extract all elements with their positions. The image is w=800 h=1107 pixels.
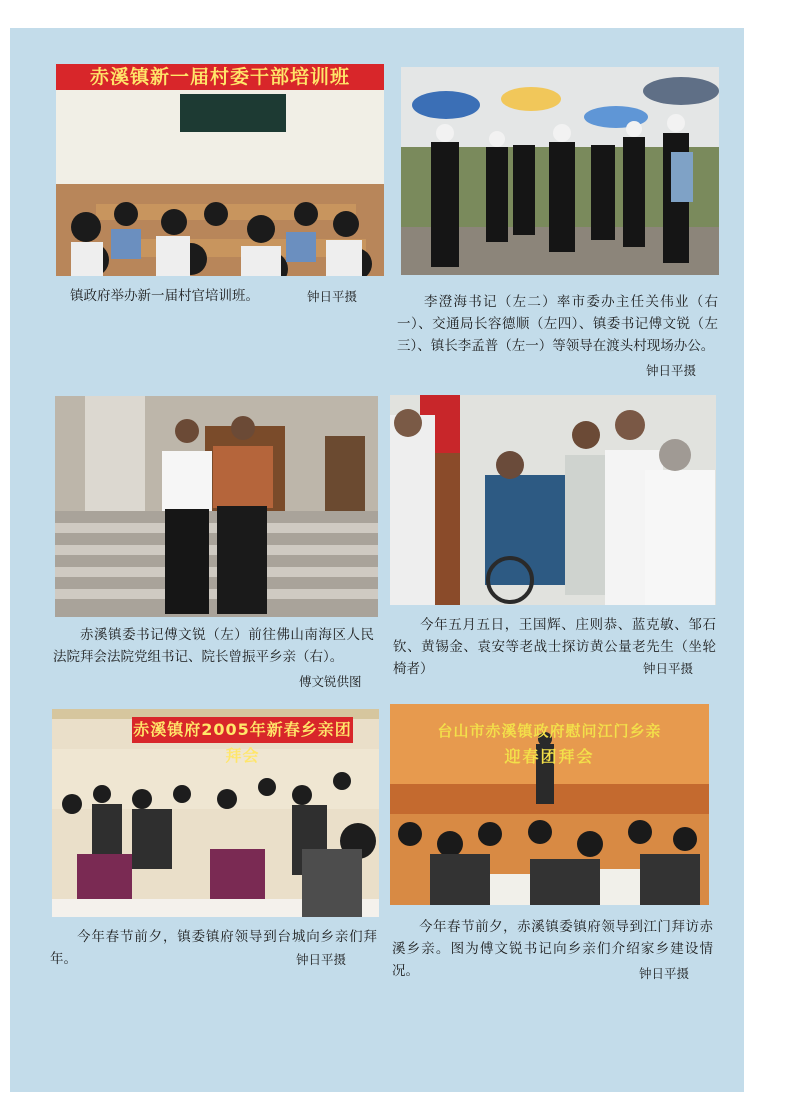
photo-training-class [56,64,384,276]
photo-caption: 赤溪镇委书记傅文锐（左）前往佛山南海区人民法院拜会法院党组书记、院长曾振平乡亲（右）。 [53,627,374,665]
photo-training-scene [56,64,384,276]
photo-credit: 钟日平摄 [639,966,690,981]
photo-credit: 钟日平摄 [307,289,358,304]
photo-caption: 今年五月五日，王国辉、庄则恭、蓝克敏、邹石钦、黄锡金、袁安等老战士探访黄公量老先生（坐轮椅者） [393,617,716,677]
photo-courthouse-visit [55,396,378,617]
photo-credit: 钟日平摄 [646,363,697,378]
photo-field-visit [401,67,719,275]
photo-elder-scene [390,395,716,605]
photo-jiangmen-gathering [390,704,709,905]
photo-banner-line1: 台山市赤溪镇政府慰问江门乡亲 [437,722,662,740]
photo-courthouse-scene [55,396,378,617]
photo-spring-gathering-taicheng [52,709,379,917]
photo-credit: 钟日平摄 [643,661,694,676]
photo-caption: 李澄海书记（左二）率市委办主任关伟业（右一）、交通局长容德顺（左四）、镇委书记傅文锐（左三）、镇长李孟普（左一）等领导在渡头村现场办公。 [397,294,718,354]
photo-credit: 钟日平摄 [296,952,347,967]
photo-field-scene [401,67,719,275]
photo-caption: 今年春节前夕，赤溪镇委镇府领导到江门拜访赤溪乡亲。图为傅文锐书记向乡亲们介绍家乡建设情况。 [392,919,713,979]
photo-caption: 镇政府举办新一届村官培训班。 [70,288,259,304]
photo-banner: 赤溪镇新一届村委干部培训班 [56,64,384,90]
photo-elder-visit [390,395,716,605]
photo-banner: 赤溪镇府2005年新春乡亲团拜会 [132,717,353,743]
photo-banner-line2: 迎春团拜会 [504,747,595,766]
photo-credit: 傅文锐供图 [299,674,362,689]
photo-caption: 今年春节前夕，镇委镇府领导到台城向乡亲们拜年。 [50,929,377,967]
